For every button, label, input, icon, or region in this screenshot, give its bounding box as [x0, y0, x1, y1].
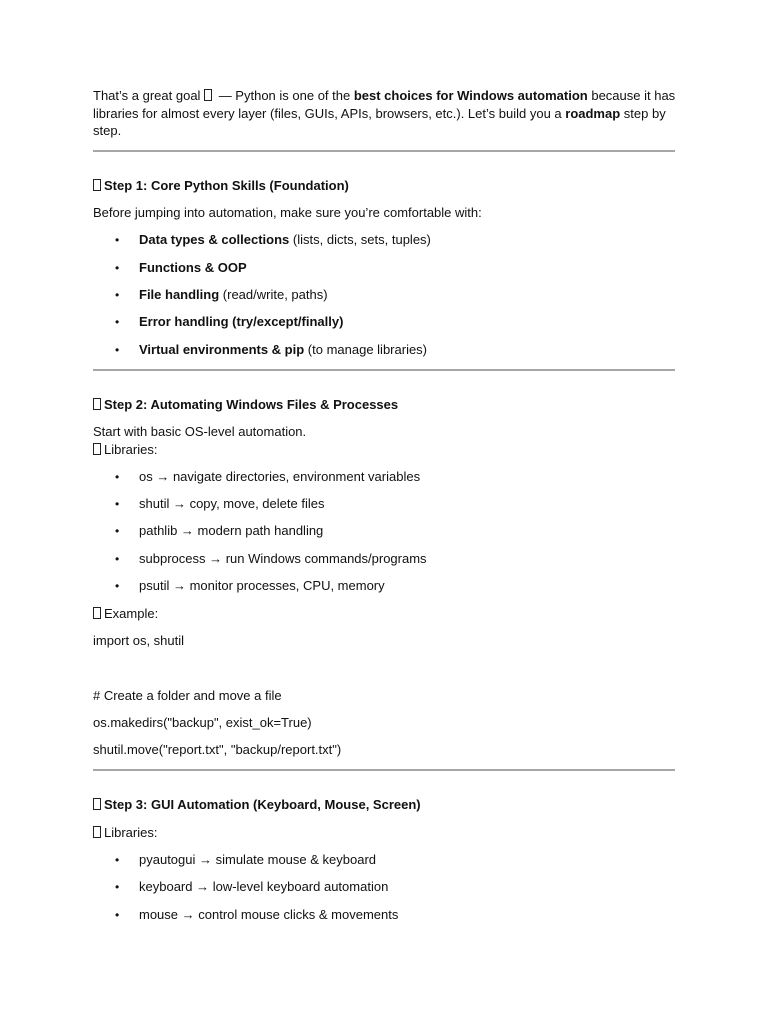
missing-glyph-icon	[93, 798, 101, 810]
list-item: shutil → copy, move, delete files	[139, 496, 325, 511]
list-item: subprocess → run Windows commands/programs	[139, 551, 427, 566]
bullet-icon: •	[115, 343, 120, 357]
bullet-icon: •	[115, 524, 120, 538]
list-item: Error handling (try/except/finally)	[139, 314, 344, 329]
intro-text: because it has libraries for almost every layer (files, GUIs, APIs, browsers, etc.). Let’s build you a	[93, 88, 676, 121]
step2-libs-label: Libraries:	[93, 441, 157, 458]
missing-glyph-icon	[204, 89, 212, 101]
step3-heading	[93, 796, 421, 813]
intro-text: step by step.	[93, 105, 666, 138]
list-item: Functions & OOP	[139, 260, 247, 275]
list-item: pyautogui → simulate mouse & keyboard	[139, 852, 377, 867]
bullet-icon: •	[115, 233, 120, 247]
list-item: os → navigate directories, environment variables	[139, 469, 421, 484]
code-line: import os, shutil	[93, 633, 185, 648]
bullet-icon: •	[115, 880, 120, 894]
step2-title: Step 2: Automating Windows Files & Processes	[104, 397, 399, 412]
bullet-icon: •	[115, 552, 120, 566]
missing-glyph-icon	[93, 826, 101, 838]
intro-text: That’s a great goal	[93, 88, 201, 103]
missing-glyph-icon	[93, 179, 101, 191]
code-line: shutil.move("report.txt", "backup/report.txt")	[93, 742, 342, 757]
code-line: os.makedirs("backup", exist_ok=True)	[93, 715, 312, 730]
intro-bold: roadmap	[565, 105, 621, 121]
bullet-icon: •	[115, 908, 120, 922]
list-item: mouse → control mouse clicks & movements	[139, 907, 399, 922]
bullet-icon: •	[115, 315, 120, 329]
list-item: pathlib → modern path handling	[139, 523, 324, 538]
step1-title: Step 1: Core Python Skills (Foundation)	[104, 178, 349, 193]
step2-heading	[93, 396, 398, 413]
missing-glyph-icon	[93, 443, 101, 455]
step1-lead: Before jumping into automation, make sure you’re comfortable with:	[93, 205, 482, 220]
bullet-icon: •	[115, 579, 120, 593]
intro-bold: best choices for Windows automation	[353, 88, 588, 103]
list-item: Data types & collections (lists, dicts, sets, tuples)	[139, 232, 431, 247]
divider	[93, 769, 675, 771]
step3-libs-label: Libraries:	[93, 824, 157, 841]
bullet-icon: •	[115, 288, 120, 302]
intro-text: — Python is one of the	[215, 88, 354, 103]
step3-title: Step 3: GUI Automation (Keyboard, Mouse, Screen)	[104, 797, 421, 812]
divider	[93, 369, 675, 371]
bullet-icon: •	[115, 853, 120, 867]
intro-paragraph	[93, 87, 676, 140]
bullet-icon: •	[115, 261, 120, 275]
divider	[93, 150, 675, 152]
list-item: keyboard → low-level keyboard automation	[139, 879, 389, 894]
list-item: Virtual environments & pip (to manage libraries)	[139, 342, 428, 357]
step2-lead: Start with basic OS-level automation.	[93, 424, 307, 439]
bullet-icon: •	[115, 470, 120, 484]
example-label: Example:	[93, 605, 158, 622]
step1-heading	[93, 177, 349, 194]
missing-glyph-icon	[93, 398, 101, 410]
missing-glyph-icon	[93, 607, 101, 619]
code-line: # Create a folder and move a file	[93, 688, 282, 703]
bullet-icon: •	[115, 497, 120, 511]
list-item: File handling (read/write, paths)	[139, 287, 328, 302]
list-item: psutil → monitor processes, CPU, memory	[139, 578, 385, 593]
